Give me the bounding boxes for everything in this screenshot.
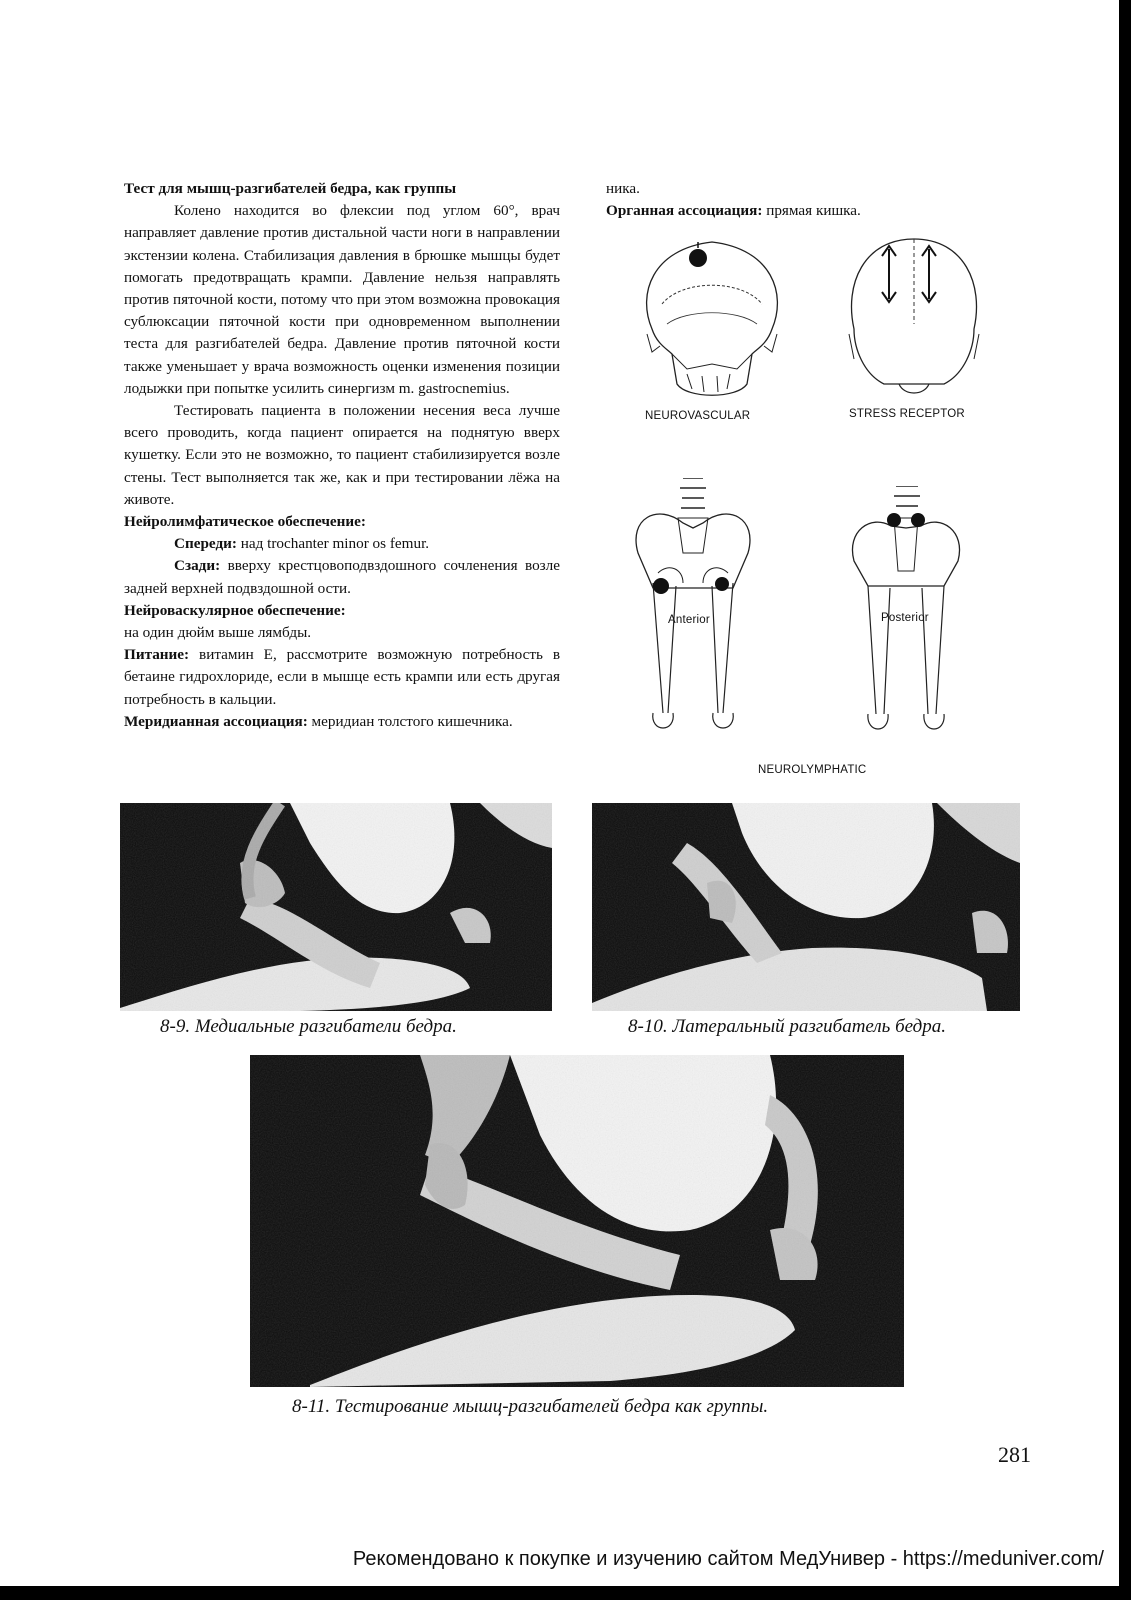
anterior-pelvis-diagram — [628, 478, 758, 740]
back-text: вверху крестцовоподвздошного сочленения возле задней верхней подвздошной ости. — [124, 557, 560, 597]
posterior-point-left — [887, 513, 901, 527]
meridian-label: Меридианная ассоциация: — [124, 712, 308, 730]
anterior-point-right — [715, 577, 729, 591]
caption-fig-8-11: 8-11. Тестирование мышц-разгибателей бедра как группы. — [292, 1396, 769, 1417]
photo-lateral-extensor — [592, 803, 1020, 1011]
organ-paragraph — [606, 200, 1036, 222]
stress-receptor-skull-diagram — [844, 234, 984, 404]
front-point — [124, 533, 560, 555]
photo-extensors-group-test — [250, 1055, 904, 1387]
back-point — [124, 555, 560, 599]
anterior-point-left — [653, 578, 669, 594]
neurovascular-heading: Нейроваскулярное обеспечение: — [124, 601, 346, 619]
anterior-label: Anterior — [668, 614, 710, 626]
page-number: 281 — [998, 1442, 1031, 1467]
front-text: над trochanter minor os femur. — [240, 535, 430, 553]
stress-receptor-label: STRESS RECEPTOR — [849, 408, 965, 420]
neurolymphatic-heading: Нейролимфатическое обеспечение: — [124, 513, 366, 531]
neurovascular-skull-diagram — [632, 234, 792, 409]
organ-text: прямая кишка. — [766, 202, 861, 220]
right-column — [606, 178, 1036, 222]
nutrition-text: витамин Е, рассмотрите возможную потребность в бетаине гидрохлориде, если в мышце есть крампи или есть другая потребность в кальции. — [124, 646, 560, 708]
left-column — [124, 178, 560, 733]
neurolymphatic-label: NEUROLYMPHATIC — [758, 764, 867, 776]
continuation-text: ника. — [606, 180, 640, 197]
bottom-bar — [0, 1586, 1131, 1600]
photo-medial-extensors — [120, 803, 552, 1011]
nutrition-paragraph — [124, 644, 560, 711]
posterior-label: Posterior — [881, 612, 929, 624]
caption-fig-8-10: 8-10. Латеральный разгибатель бедра. — [628, 1016, 946, 1037]
neurovascular-label: NEUROVASCULAR — [645, 410, 751, 422]
posterior-point-right — [911, 513, 925, 527]
paragraph-1: Колено находится во флексии под углом 60°, врач направляет давление против дистальной части ноги в направлении экстензии колена. Стабилизация давления в брюшке мышцы будет помогать предотвращать крампи. Давление нельзя направлять против пяточной кости, потому что при этом возможна провокация сублюксации пяточной кости при одновременном выполнении теста для разгибателей бедра. Давление против пяточной кости также уменьшает у врача возможность оценки изменения позиции лодыжки при попытке усилить синергизм m. gastrocnemius. — [124, 202, 560, 397]
caption-fig-8-9: 8-9. Медиальные разгибатели бедра. — [160, 1016, 457, 1037]
meridian-paragraph — [124, 711, 560, 733]
meridian-text: меридиан толстого кишечника. — [311, 712, 513, 730]
back-label: Сзади: — [174, 557, 221, 575]
section-heading: Тест для мышц-разгибателей бедра, как группы — [124, 180, 457, 197]
neurovascular-point — [689, 249, 707, 267]
neurovascular-text: на один дюйм выше лямбды. — [124, 624, 312, 642]
paragraph-2: Тестировать пациента в положении несения веса лучше всего проводить, когда пациент опирается на поднятую вверх кушетку. Если это не возможно, то пациент стабилизируется возле стены. Тест выполняется так же, как и при тестировании лёжа на животе. — [124, 402, 560, 508]
nutrition-label: Питание: — [124, 646, 190, 664]
front-label: Спереди: — [174, 535, 237, 553]
page-edge — [1119, 0, 1131, 1600]
organ-label: Органная ассоциация: — [606, 202, 763, 220]
footer-recommendation: Рекомендовано к покупке и изучению сайтом МедУнивер - https://meduniver.com/ — [352, 1548, 1104, 1570]
